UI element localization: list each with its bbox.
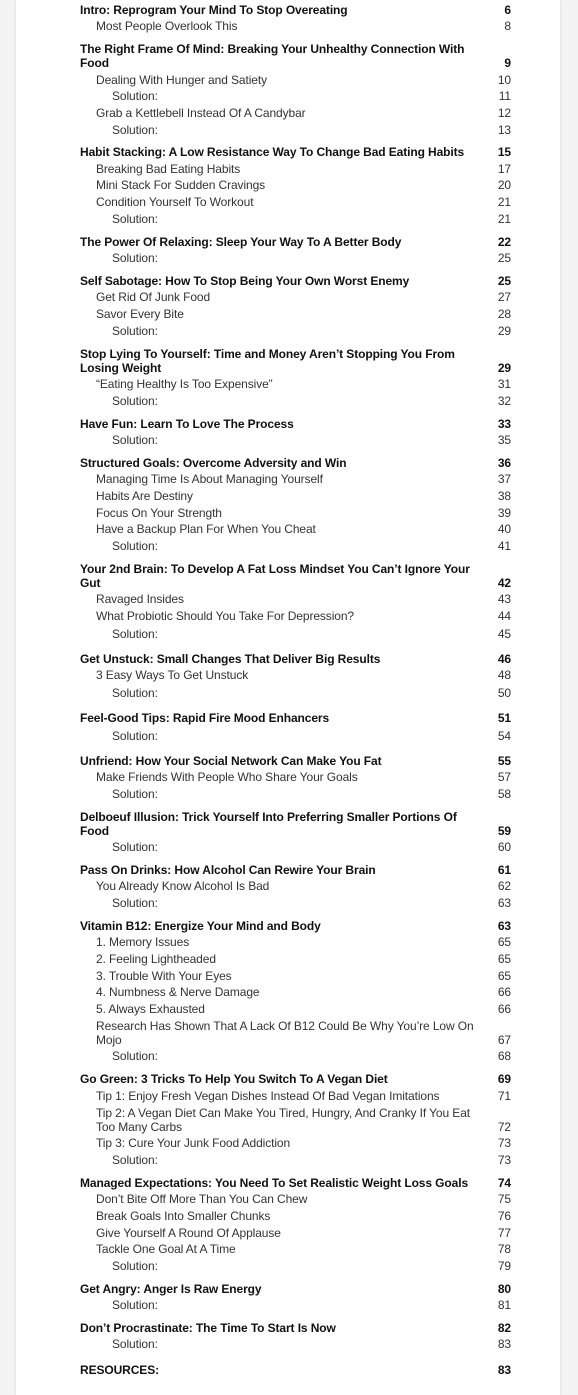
toc-page-number: 77 xyxy=(497,1226,511,1240)
toc-entry-title: Solution: xyxy=(112,394,158,408)
toc-page-number: 45 xyxy=(497,627,511,641)
toc-page-number: 21 xyxy=(497,195,511,209)
toc-page-number: 67 xyxy=(497,1033,511,1047)
toc-section xyxy=(80,1298,512,1312)
toc-entry-title: Solution: xyxy=(112,787,158,801)
toc-entry-title: Managed Expectations: You Need To Set Realistic Weight Loss Goals xyxy=(80,1176,469,1190)
toc-page-number: 69 xyxy=(497,1072,511,1086)
toc-section xyxy=(80,324,512,338)
toc-section xyxy=(80,506,512,520)
toc-page-number: 21 xyxy=(497,212,511,226)
toc-page-number: 63 xyxy=(497,896,511,910)
toc-chapter xyxy=(80,562,512,590)
toc-page-number: 40 xyxy=(497,522,511,536)
toc-entry-title: Solution: xyxy=(112,539,158,553)
toc-entry-title: Solution: xyxy=(112,1153,158,1167)
toc-entry-title: “Eating Healthy Is Too Expensive” xyxy=(96,377,273,391)
toc-page-number: 44 xyxy=(497,609,511,623)
toc-entry-title: The Power Of Relaxing: Sleep Your Way To A Better Body xyxy=(80,235,402,249)
toc-chapter xyxy=(80,235,512,249)
toc-page-number: 58 xyxy=(497,787,511,801)
toc-section xyxy=(80,787,512,801)
toc-page-number: 51 xyxy=(497,711,511,725)
toc-chapter xyxy=(80,42,512,70)
toc-page-number: 83 xyxy=(497,1337,511,1351)
toc-entry-title: Solution: xyxy=(112,123,158,137)
toc-entry-title: 1. Memory Issues xyxy=(96,935,190,949)
toc-page-number: 38 xyxy=(497,489,511,503)
toc-section xyxy=(80,73,512,87)
toc-entry-title: Vitamin B12: Energize Your Mind and Body xyxy=(80,919,321,933)
toc-entry-title: The Right Frame Of Mind: Breaking Your Unhealthy Connection With Food xyxy=(80,42,465,70)
toc-entry-title: You Already Know Alcohol Is Bad xyxy=(96,879,270,893)
toc-entry-title: Condition Yourself To Workout xyxy=(96,195,254,209)
toc-page-number: 60 xyxy=(497,840,511,854)
toc-chapter xyxy=(80,863,512,877)
toc-entry-title: Self Sabotage: How To Stop Being Your Own Worst Enemy xyxy=(80,274,410,288)
toc-entry-title: Structured Goals: Overcome Adversity and Win xyxy=(80,456,347,470)
toc-page-number: 75 xyxy=(497,1192,511,1206)
toc-entry-title: Give Yourself A Round Of Applause xyxy=(96,1226,281,1240)
toc-page-number: 61 xyxy=(497,863,511,877)
toc-page-number: 59 xyxy=(497,824,511,838)
toc-entry-title: Research Has Shown That A Lack Of B12 Could Be Why You’re Low On Mojo xyxy=(96,1019,474,1047)
toc-section xyxy=(80,969,512,983)
toc-section xyxy=(80,609,512,623)
toc-section xyxy=(80,539,512,553)
toc-chapter xyxy=(80,754,512,768)
toc-section xyxy=(80,195,512,209)
toc-section xyxy=(80,251,512,265)
toc-page-number: 17 xyxy=(497,162,511,176)
toc-entry-title: Get Rid Of Junk Food xyxy=(96,290,211,304)
toc-page-number: 79 xyxy=(497,1259,511,1273)
toc-section xyxy=(80,1136,512,1150)
toc-section xyxy=(80,1089,512,1103)
toc-entry-title: Solution: xyxy=(112,212,158,226)
toc-page-number: 25 xyxy=(497,274,511,288)
toc-page-number: 35 xyxy=(497,433,511,447)
toc-page-number: 6 xyxy=(504,3,511,17)
toc-page-number: 80 xyxy=(497,1282,511,1296)
toc-entry-title: 2. Feeling Lightheaded xyxy=(96,952,216,966)
toc-page-number: 25 xyxy=(497,251,511,265)
toc-chapter xyxy=(80,810,512,838)
toc-page-number: 65 xyxy=(497,969,511,983)
toc-page-number: 72 xyxy=(497,1120,511,1134)
toc-entry-title: Make Friends With People Who Share Your Goals xyxy=(96,770,358,784)
toc-entry-title: Don’t Bite Off More Than You Can Chew xyxy=(96,1192,308,1206)
toc-entry-title: 3. Trouble With Your Eyes xyxy=(96,969,232,983)
toc-page-number: 11 xyxy=(498,89,511,103)
toc-entry-title: 5. Always Exhausted xyxy=(96,1002,205,1016)
toc-entry-title: Go Green: 3 Tricks To Help You Switch To A Vegan Diet xyxy=(80,1072,388,1086)
toc-page-number: 54 xyxy=(497,729,511,743)
toc-entry-title: Have Fun: Learn To Love The Process xyxy=(80,417,294,431)
toc-section xyxy=(80,1209,512,1223)
toc-chapter xyxy=(80,919,512,933)
toc-page-number: 15 xyxy=(497,145,511,159)
toc-page-number: 55 xyxy=(497,754,511,768)
toc-entry-title: Solution: xyxy=(112,89,158,103)
toc-page-number: 12 xyxy=(497,106,511,120)
toc-chapter xyxy=(80,3,512,17)
toc-section xyxy=(80,627,512,641)
toc-entry-title: Solution: xyxy=(112,1259,158,1273)
toc-entry-title: Focus On Your Strength xyxy=(96,506,222,520)
toc-entry-title: Grab a Kettlebell Instead Of A Candybar xyxy=(96,106,306,120)
toc-entry-title: Delboeuf Illusion: Trick Yourself Into Preferring Smaller Portions Of Food xyxy=(80,810,457,838)
toc-entry-title: Solution: xyxy=(112,324,158,338)
toc-section xyxy=(80,1153,512,1167)
toc-entry-title: Solution: xyxy=(112,896,158,910)
toc-section xyxy=(80,729,512,743)
toc-section xyxy=(80,1192,512,1206)
toc-page-number: 39 xyxy=(497,506,511,520)
toc-page-number: 57 xyxy=(497,770,511,784)
toc-page-number: 31 xyxy=(497,377,511,391)
toc-entry-title: Breaking Bad Eating Habits xyxy=(96,162,241,176)
toc-page-number: 8 xyxy=(504,19,511,33)
toc-page-number: 66 xyxy=(497,985,511,999)
toc-entry-title: Solution: xyxy=(112,840,158,854)
toc-section xyxy=(80,89,512,103)
toc-page-number: 27 xyxy=(497,290,511,304)
toc-section xyxy=(80,290,512,304)
toc-entry-title: Solution: xyxy=(112,1298,158,1312)
toc-section xyxy=(80,935,512,949)
toc-page-number: 50 xyxy=(497,686,511,700)
toc-entry-title: Tackle One Goal At A Time xyxy=(96,1242,236,1256)
toc-section xyxy=(80,879,512,893)
toc-section xyxy=(80,1002,512,1016)
toc-entry-title: 4. Numbness & Nerve Damage xyxy=(96,985,260,999)
toc-entry-title: 3 Easy Ways To Get Unstuck xyxy=(96,668,249,682)
toc-entry-title: Solution: xyxy=(112,1337,158,1351)
toc-page-number: 29 xyxy=(497,324,511,338)
toc-section xyxy=(80,1226,512,1240)
toc-section xyxy=(80,106,512,120)
toc-section xyxy=(80,212,512,226)
toc-section xyxy=(80,1242,512,1256)
toc-entry-title: Intro: Reprogram Your Mind To Stop Overeating xyxy=(80,3,348,17)
toc-page-number: 28 xyxy=(497,307,511,321)
toc-entry-title: Don’t Procrastinate: The Time To Start Is Now xyxy=(80,1321,336,1335)
toc-entry-title: What Probiotic Should You Take For Depression? xyxy=(96,609,355,623)
toc-entry-title: Pass On Drinks: How Alcohol Can Rewire Your Brain xyxy=(80,863,376,877)
toc-page-number: 37 xyxy=(497,472,511,486)
toc-chapter xyxy=(80,1176,512,1190)
toc-section xyxy=(80,952,512,966)
toc-section xyxy=(80,896,512,910)
toc-section xyxy=(80,489,512,503)
toc-section xyxy=(80,1019,512,1047)
toc-page-number: 33 xyxy=(497,417,511,431)
toc-page-number: 10 xyxy=(497,73,511,87)
toc-chapter xyxy=(80,1282,512,1296)
toc-entry-title: Your 2nd Brain: To Develop A Fat Loss Mindset You Can’t Ignore Your Gut xyxy=(80,562,470,590)
toc-entry-title: Savor Every Bite xyxy=(96,307,184,321)
toc-entry-title: Break Goals Into Smaller Chunks xyxy=(96,1209,271,1223)
toc-entry-title: Tip 1: Enjoy Fresh Vegan Dishes Instead Of Bad Vegan Imitations xyxy=(96,1089,440,1103)
toc-chapter xyxy=(80,1363,512,1377)
toc-page-number: 32 xyxy=(497,394,511,408)
toc-entry-title: Mini Stack For Sudden Cravings xyxy=(96,178,266,192)
toc-section xyxy=(80,1106,512,1134)
toc-section xyxy=(80,472,512,486)
toc-chapter xyxy=(80,1321,512,1335)
toc-entry-title: Ravaged Insides xyxy=(96,592,184,606)
toc-chapter xyxy=(80,652,512,666)
toc-section xyxy=(80,770,512,784)
toc-section xyxy=(80,1259,512,1273)
toc-page-number: 46 xyxy=(497,652,511,666)
toc-page-number: 74 xyxy=(497,1176,511,1190)
toc-page-number: 13 xyxy=(497,123,511,137)
toc-entry-title: Dealing With Hunger and Satiety xyxy=(96,73,267,87)
toc-entry-title: Solution: xyxy=(112,729,158,743)
toc-page-number: 43 xyxy=(497,592,511,606)
toc-section xyxy=(80,178,512,192)
toc-entry-title: Feel-Good Tips: Rapid Fire Mood Enhancers xyxy=(80,711,330,725)
toc-entry-title: Have a Backup Plan For When You Cheat xyxy=(96,522,316,536)
toc-entry-title: Tip 3: Cure Your Junk Food Addiction xyxy=(96,1136,291,1150)
toc-section xyxy=(80,307,512,321)
toc-entry-title: Solution: xyxy=(112,1049,158,1063)
toc-page-number: 82 xyxy=(497,1321,511,1335)
toc-chapter xyxy=(80,711,512,725)
toc-entry-title: Unfriend: How Your Social Network Can Make You Fat xyxy=(80,754,382,768)
toc-page-number: 62 xyxy=(497,879,511,893)
toc-page-number: 83 xyxy=(497,1363,511,1377)
toc-entry-title: Solution: xyxy=(112,433,158,447)
toc-entry-title: Managing Time Is About Managing Yourself xyxy=(96,472,323,486)
toc-page-number: 81 xyxy=(497,1298,511,1312)
toc-entry-title: Solution: xyxy=(112,627,158,641)
toc-page-number: 63 xyxy=(497,919,511,933)
toc-section xyxy=(80,985,512,999)
toc-entry-title: Habits Are Destiny xyxy=(96,489,193,503)
toc-entry-title: Most People Overlook This xyxy=(96,19,238,33)
toc-page-number: 29 xyxy=(497,361,511,375)
toc-page-number: 76 xyxy=(497,1209,511,1223)
toc-page-number: 22 xyxy=(497,235,511,249)
toc-chapter xyxy=(80,145,512,159)
toc-page-number: 41 xyxy=(497,539,511,553)
toc-section xyxy=(80,162,512,176)
toc-chapter xyxy=(80,417,512,431)
document-page xyxy=(16,0,560,1395)
toc-page-number: 9 xyxy=(504,56,511,70)
toc-page-number: 78 xyxy=(497,1242,511,1256)
toc-page-number: 36 xyxy=(497,456,511,470)
toc-section xyxy=(80,19,512,33)
toc-section xyxy=(80,592,512,606)
toc-chapter xyxy=(80,456,512,470)
toc-section xyxy=(80,123,512,137)
toc-chapter xyxy=(80,347,512,375)
toc-section xyxy=(80,1337,512,1351)
toc-page-number: 68 xyxy=(497,1049,511,1063)
toc-page-number: 48 xyxy=(497,668,511,682)
toc-chapter xyxy=(80,1072,512,1086)
toc-page-number: 65 xyxy=(497,952,511,966)
toc-page-number: 20 xyxy=(497,178,511,192)
toc-entry-title: Get Unstuck: Small Changes That Deliver Big Results xyxy=(80,652,381,666)
toc-chapter xyxy=(80,274,512,288)
toc-entry-title: Stop Lying To Yourself: Time and Money Aren’t Stopping You From Losing Weight xyxy=(80,347,455,375)
toc-section xyxy=(80,377,512,391)
toc-entry-title: RESOURCES: xyxy=(80,1363,160,1377)
toc-page-number: 42 xyxy=(497,576,511,590)
toc-page-number: 71 xyxy=(497,1089,511,1103)
toc-section xyxy=(80,840,512,854)
toc-page-number: 73 xyxy=(497,1153,511,1167)
toc-section xyxy=(80,668,512,682)
toc-section xyxy=(80,522,512,536)
toc-page-number: 73 xyxy=(497,1136,511,1150)
toc-section xyxy=(80,686,512,700)
toc-entry-title: Get Angry: Anger Is Raw Energy xyxy=(80,1282,262,1296)
toc-section xyxy=(80,394,512,408)
toc-page-number: 66 xyxy=(497,1002,511,1016)
toc-section xyxy=(80,1049,512,1063)
toc-entry-title: Solution: xyxy=(112,251,158,265)
toc-entry-title: Tip 2: A Vegan Diet Can Make You Tired, Hungry, And Cranky If You Eat Too Many Carbs xyxy=(96,1106,471,1134)
toc-section xyxy=(80,433,512,447)
toc-page-number: 65 xyxy=(497,935,511,949)
toc-entry-title: Solution: xyxy=(112,686,158,700)
toc-entry-title: Habit Stacking: A Low Resistance Way To Change Bad Eating Habits xyxy=(80,145,465,159)
